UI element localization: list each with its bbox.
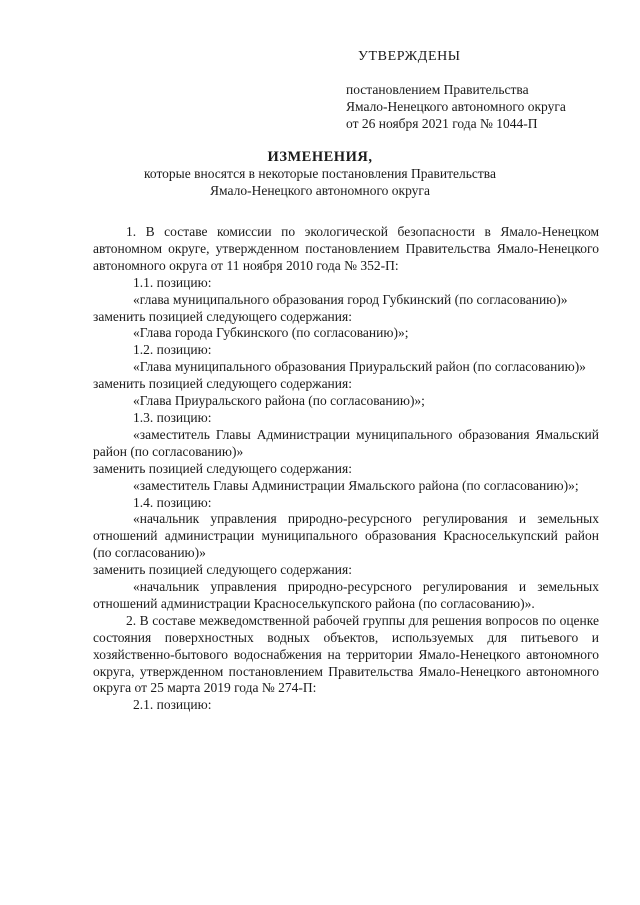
- approval-block: [346, 48, 566, 132]
- paragraph: заменить позицией следующего содержания:: [93, 460, 352, 476]
- paragraph: 2. В составе межведомственной рабочей группы для решения вопросов по оценке состояния поверхностных водных объектов, используемых для питьевого и хозяйственно-бытового водоснабжения на территории Ямало-Ненецкого автономного округа, утвержденном постановлением Правительства Ямало-Ненецкого автономного округа от 25 марта 2019 года № 274-П:: [93, 612, 599, 696]
- paragraph: 1.1. позицию:: [133, 274, 212, 290]
- paragraph: «заместитель Главы Администрации Ямальского района (по согласованию)»;: [133, 477, 579, 493]
- paragraph: «Глава Приуральского района (по согласованию)»;: [133, 393, 425, 409]
- document-title: ИЗМЕНЕНИЯ,: [267, 149, 373, 165]
- paragraph: «глава муниципального образования город Губкинский (по согласованию)»: [133, 291, 568, 307]
- paragraph: «Глава муниципального образования Приуральский район (по согласованию)»: [133, 359, 586, 375]
- paragraph: 1. В составе комиссии по экологической безопасности в Ямало-Ненецком автономном округе, утвержденном постановлением Правительства Ямало-Ненецкого автономного округа от 11 ноября 2010 года № 352-П:: [93, 224, 599, 273]
- paragraph: «Глава города Губкинского (по согласованию)»;: [133, 325, 409, 341]
- approval-heading: УТВЕРЖДЕНЫ: [358, 49, 461, 64]
- paragraph: заменить позицией следующего содержания:: [93, 376, 352, 392]
- paragraph: «начальник управления природно-ресурсного регулирования и земельных отношений администрации муниципального образования Красноселькупский район (по согласованию)»: [93, 511, 599, 561]
- subtitle-line: Ямало-Ненецкого автономного округа: [210, 183, 430, 198]
- paragraph: «заместитель Главы Администрации муниципального образования Ямальский район (по согласованию)»: [93, 426, 599, 459]
- paragraph: заменить позицией следующего содержания:: [93, 562, 352, 578]
- approval-line: Ямало-Ненецкого автономного округа: [346, 99, 566, 114]
- document-subtitle: [0, 165, 640, 199]
- subtitle-line: которые вносятся в некоторые постановления Правительства: [144, 166, 496, 181]
- approval-line: от 26 ноября 2021 года № 1044-П: [346, 116, 538, 131]
- approval-line: постановлением Правительства: [346, 82, 529, 97]
- paragraph: «начальник управления природно-ресурсного регулирования и земельных отношений администрации Красноселькупского района (по согласованию)».: [93, 579, 599, 611]
- paragraph: 2.1. позицию:: [133, 697, 212, 713]
- paragraph: 1.4. позицию:: [133, 494, 212, 510]
- paragraph: 1.3. позицию:: [133, 409, 212, 425]
- paragraph: 1.2. позицию:: [133, 342, 212, 358]
- paragraph: заменить позицией следующего содержания:: [93, 308, 352, 324]
- document-body: [93, 224, 599, 714]
